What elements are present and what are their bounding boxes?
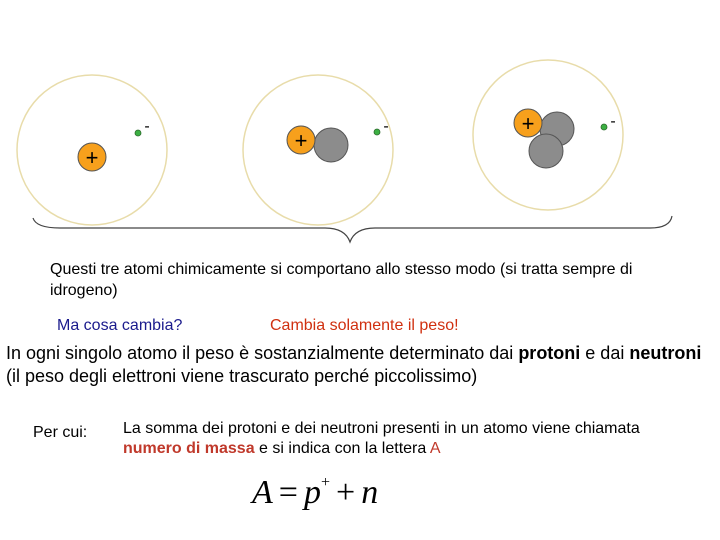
question-text: Ma cosa cambia? xyxy=(57,317,183,334)
answer-text: Cambia solamente il peso! xyxy=(270,317,459,334)
mass-number-definition xyxy=(123,419,683,459)
mass-number-formula xyxy=(252,474,378,512)
protoni-word: protoni xyxy=(518,343,581,363)
formula-n: n xyxy=(361,474,379,511)
atom-3-proton-sign: + xyxy=(521,111,535,136)
atom-2-proton-sign: + xyxy=(294,128,308,153)
formula-p: p xyxy=(303,474,321,511)
atom-2-electron-sign: - xyxy=(383,118,389,135)
intro-text: Questi tre atomi chimicamente si comportano allo stesso modo (si tratta sempre di idrogeno) xyxy=(50,261,633,299)
atom-3-electron-sign: - xyxy=(610,113,616,130)
atoms-diagram xyxy=(0,0,720,250)
formula-p-sup: + xyxy=(320,473,330,491)
atom-3-electron xyxy=(601,124,607,130)
definition-text-a: La somma dei protoni e dei neutroni presenti in un atomo viene chiamata xyxy=(123,420,640,437)
definition-text-b: e si indica con la lettera xyxy=(254,440,430,457)
atom-1-proton-sign: + xyxy=(85,145,99,170)
per-cui-label: Per cui: xyxy=(33,424,88,441)
atom-3-neutron-2 xyxy=(529,134,563,168)
neutroni-word: neutroni xyxy=(629,343,702,363)
atom-1-electron-sign: - xyxy=(144,118,150,135)
grouping-brace xyxy=(33,216,672,242)
atom-3-tritium xyxy=(473,60,623,210)
weight-text-b: e dai xyxy=(580,343,630,363)
letter-a: A xyxy=(429,440,441,457)
weight-text-a: In ogni singolo atomo il peso è sostanzialmente determinato dai xyxy=(6,343,519,363)
atom-1-hydrogen xyxy=(17,75,167,225)
numero-di-massa-term: numero di massa xyxy=(123,440,255,457)
atom-1-electron xyxy=(135,130,141,136)
formula-equals: = xyxy=(278,474,298,511)
weight-explanation xyxy=(6,342,720,388)
atom-2-deuterium xyxy=(243,75,393,225)
formula-lhs: A xyxy=(252,474,273,511)
weight-text-c: (il peso degli elettroni viene trascurato perché piccolissimo) xyxy=(6,366,478,386)
atom-2-electron xyxy=(374,129,380,135)
formula-plus: + xyxy=(336,474,356,511)
atom-2-neutron xyxy=(314,128,348,162)
